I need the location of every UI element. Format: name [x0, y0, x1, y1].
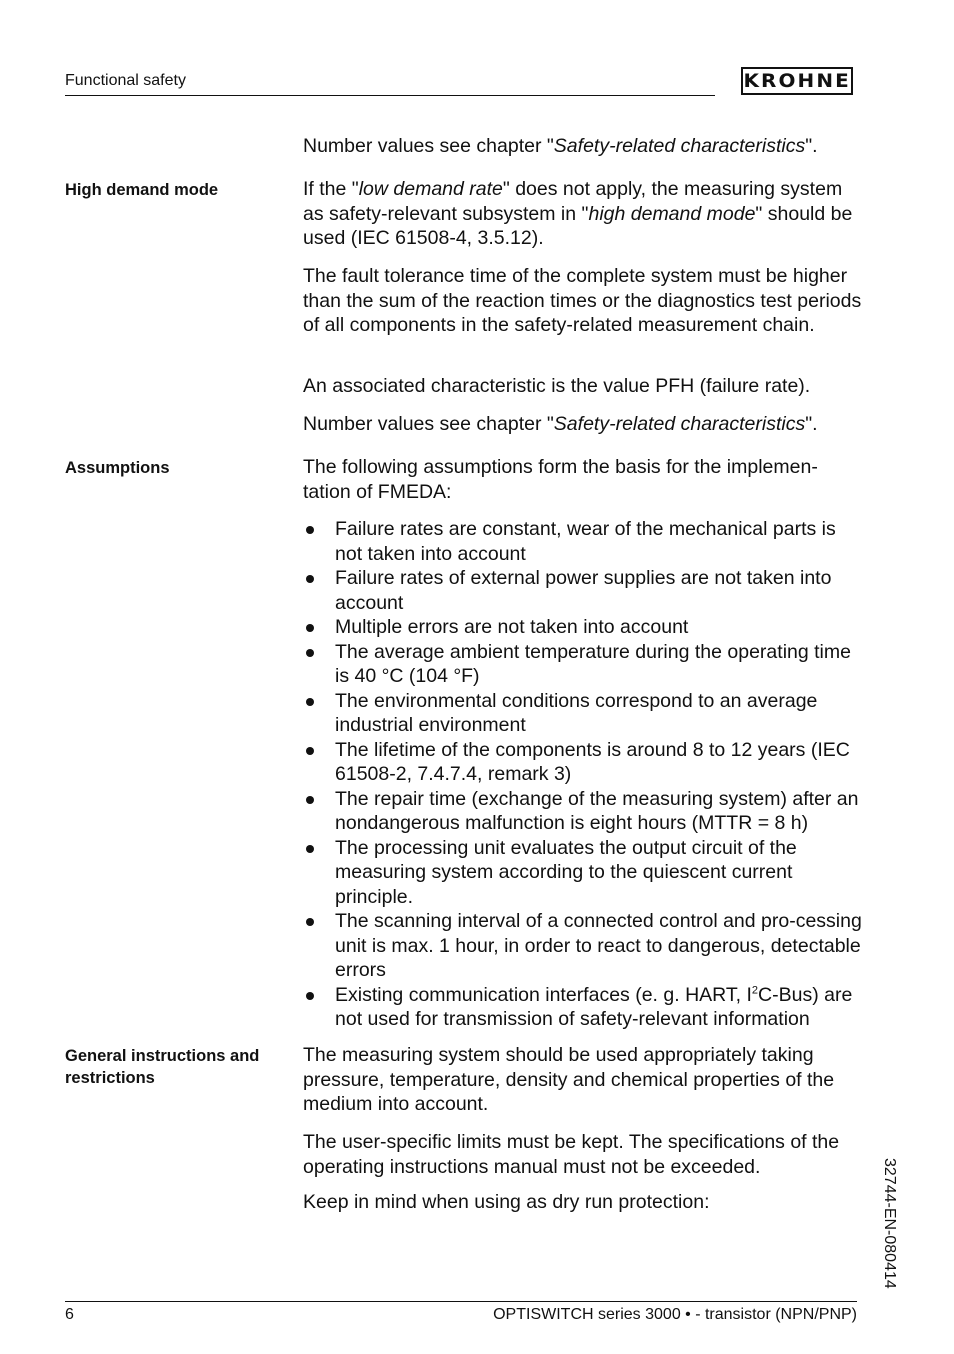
general-paragraph-2: The user-specific limits must be kept. The specifications of the operating instructions manual must not be exceeded.: [303, 1131, 840, 1178]
list-item: The processing unit evaluates the output circuit of the measuring system according to the quiescent current principle.: [303, 836, 863, 910]
page-number: 6: [65, 1306, 74, 1323]
high-demand-paragraph-2: The fault tolerance time of the complete system must be higher than the sum of the reaction times or the diagnostics test periods of all components in the safety-related measurement chain.: [303, 265, 862, 336]
hd-p1-italic-high-demand: high demand mode: [588, 202, 756, 225]
krohne-logo: [741, 67, 853, 95]
hd-p4-text-suffix: ".: [805, 413, 818, 435]
list-item: Multiple errors are not taken into account: [303, 615, 863, 640]
hd-p4-chapter-ref: Safety-related characteristics: [553, 413, 806, 435]
high-demand-paragraph-3: An associated characteristic is the value PFH (failure rate).: [303, 375, 811, 397]
list-item: The lifetime of the components is around 8 to 12 years (IEC 61508-2, 7.4.7.4, remark 3): [303, 738, 863, 787]
last-item-text-b: C-Bus) are not used for transmission of safety-relevant information: [335, 983, 853, 1030]
assumptions-list: [303, 517, 863, 1032]
hd-p1-italic-low-demand: low demand rate: [358, 178, 503, 200]
list-item: The environmental conditions correspond to an average industrial environment: [303, 689, 863, 738]
list-item: The average ambient temperature during the operating time is 40 °C (104 °F): [303, 640, 863, 689]
intro-chapter-ref: Safety-related characteristics: [553, 135, 806, 157]
hd-p1-text-b: " does not apply, the measuring system as safety-relevant subsystem in ": [303, 178, 843, 225]
general-paragraph-1: The measuring system should be used appropriately taking pressure, temperature, density and chemical properties of the medium into account.: [303, 1044, 835, 1115]
assumptions-label: Assumptions: [65, 459, 170, 477]
list-item: The scanning interval of a connected control and pro-cessing unit is max. 1 hour, in order to react to dangerous, detectable errors: [303, 909, 863, 983]
header-divider: [65, 95, 715, 96]
product-name: OPTISWITCH series 3000 • - transistor (NPN/PNP): [493, 1306, 857, 1323]
list-item: Failure rates of external power supplies are not taken into account: [303, 566, 863, 615]
hd-p1-text-c: " should be used (IEC 61508-4, 3.5.12).: [303, 202, 853, 249]
list-item: Failure rates are constant, wear of the mechanical parts is not taken into account: [303, 517, 863, 566]
hd-p4-text-prefix: Number values see chapter ": [303, 413, 554, 435]
general-paragraph-3: Keep in mind when using as dry run protection:: [303, 1191, 710, 1213]
document-number: 32744-EN-080414: [881, 1158, 898, 1289]
intro-number-values: [303, 134, 863, 159]
logo-text: KROHNE: [743, 70, 851, 92]
hd-p1-text-a: If the ": [303, 178, 359, 200]
section-title: Functional safety: [65, 72, 186, 89]
list-item: The repair time (exchange of the measuring system) after an nondangerous malfunction is eight hours (MTTR = 8 h): [303, 787, 863, 836]
footer-divider: [65, 1301, 857, 1302]
general-instructions-label: General instructions and restrictions: [65, 1047, 260, 1087]
high-demand-label: High demand mode: [65, 181, 219, 199]
superscript-two: 2: [751, 984, 759, 996]
intro-text-suffix: ".: [805, 135, 818, 157]
high-demand-paragraph-1: [303, 177, 863, 251]
list-item: [303, 983, 863, 1032]
assumptions-intro: The following assumptions form the basis for the implemen-tation of FMEDA:: [303, 456, 818, 503]
high-demand-number-values: [303, 412, 863, 437]
intro-text-prefix: Number values see chapter ": [303, 135, 554, 157]
last-item-text-a: Existing communication interfaces (e. g. HART, I: [335, 983, 752, 1006]
